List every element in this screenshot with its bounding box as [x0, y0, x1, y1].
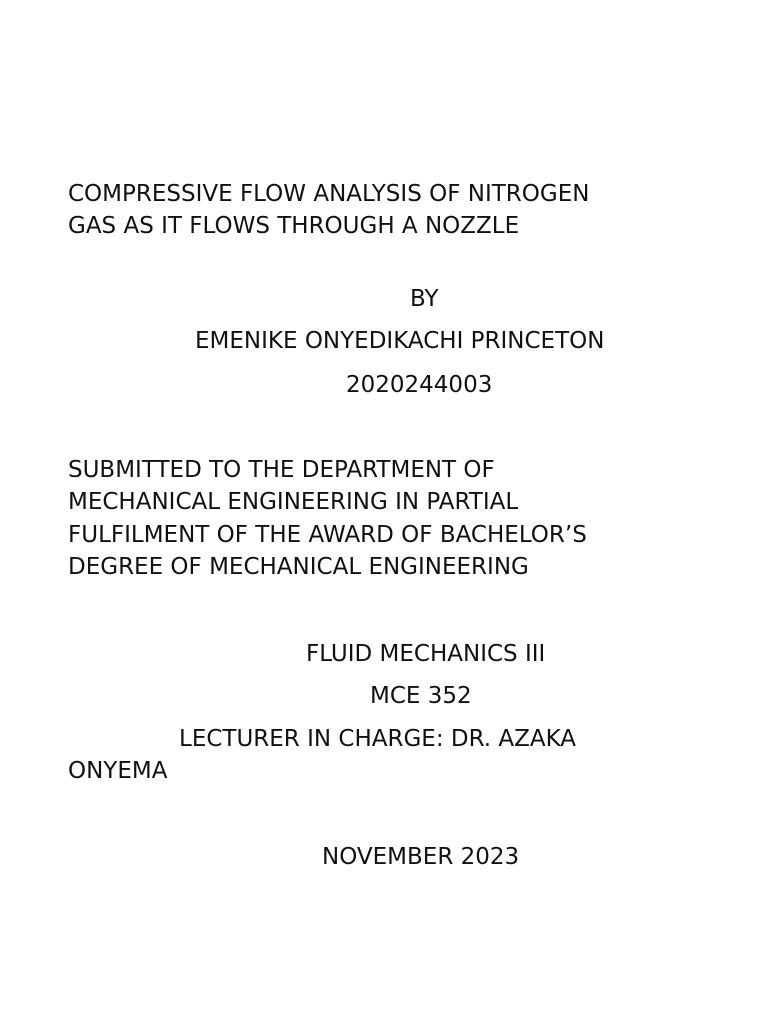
course-code: MCE 352	[370, 683, 472, 709]
submission-line-1: SUBMITTED TO THE DEPARTMENT OF	[68, 457, 495, 483]
student-id: 2020244003	[346, 372, 493, 398]
lecturer-line-2: ONYEMA	[68, 758, 168, 784]
submission-line-3: FULFILMENT OF THE AWARD OF BACHELOR’S	[68, 522, 587, 548]
title-line-2: GAS AS IT FLOWS THROUGH A NOZZLE	[68, 213, 520, 239]
submission-line-2: MECHANICAL ENGINEERING IN PARTIAL	[68, 489, 519, 515]
course-title: FLUID MECHANICS III	[306, 641, 546, 667]
submission-date: NOVEMBER 2023	[322, 844, 520, 870]
author-name: EMENIKE ONYEDIKACHI PRINCETON	[195, 328, 605, 354]
by-label: BY	[410, 286, 439, 312]
title-line-1: COMPRESSIVE FLOW ANALYSIS OF NITROGEN	[68, 181, 590, 207]
submission-line-4: DEGREE OF MECHANICAL ENGINEERING	[68, 554, 529, 580]
lecturer-line-1: LECTURER IN CHARGE: DR. AZAKA	[179, 726, 577, 752]
